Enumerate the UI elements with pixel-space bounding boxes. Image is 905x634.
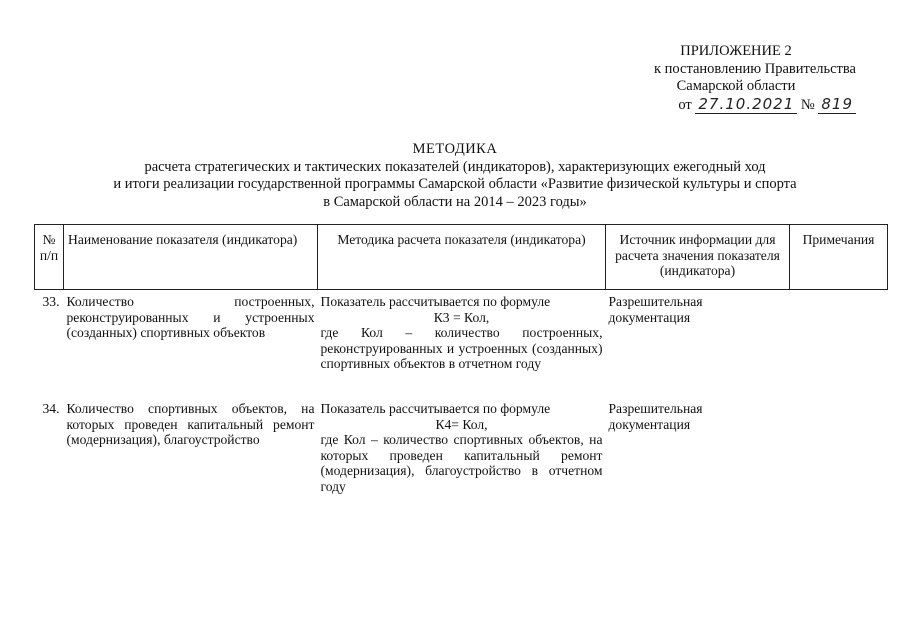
method-intro: Показатель рассчитывается по формуле [320,401,551,416]
subtitle-line-3: в Самарской области на 2014 – 2023 годы» [323,193,587,210]
appendix-line-1: к постановлению Правительства [654,60,856,77]
row-number: 34. [42,401,60,416]
appendix-block [616,43,856,114]
indicator-name: Количество спортивных объектов, на которых проведен капитальный ремонт (модернизация), благоустройство [66,401,315,447]
appendix-number: 819 [818,95,856,114]
date-prefix: от [678,96,692,113]
number-prefix: № [800,96,815,113]
method-description: где Кол – количество спортивных объектов, на которых проведен капитальный ремонт (модернизация), благоустройство в отчетном году [320,432,603,494]
appendix-title: ПРИЛОЖЕНИЕ 2 [680,43,792,59]
appendix-date-row [616,96,856,115]
appendix-line-2: Самарской области [676,78,796,94]
method-cell [318,290,606,398]
subtitle-line-1: расчета стратегических и тактических показателей (индикаторов), характеризующих ежегодный ход [144,158,766,175]
subtitle-line-2: и итоги реализации государственной программы Самарской области «Развитие физической культуры и спорта [113,176,797,192]
appendix-date: 27.10.2021 [695,95,797,114]
header-method: Методика расчета показателя (индикатора) [318,225,606,290]
notes-cell [790,397,888,494]
notes-cell [790,290,888,398]
formula: К4= Кол, [435,416,488,432]
table-row [35,397,888,494]
table-header-row [35,225,888,290]
document-title: МЕТОДИКА [412,141,498,157]
table-row [35,290,888,398]
indicator-name: Количество построенных, реконструированных и устроенных (созданных) спортивных объектов [66,294,315,340]
document-heading [40,141,870,211]
method-intro: Показатель рассчитывается по формуле [320,294,551,309]
source-cell: Разрешительная документация [608,294,703,325]
indicators-table [34,224,888,494]
formula: К3 = Кол, [433,309,490,325]
method-description: где Кол – количество построенных, реконструированных и устроенных (созданных) спортивных объектов в отчетном году [320,325,603,371]
method-cell [318,397,606,494]
header-name: Наименование показателя (индикатора) [64,225,318,290]
source-cell: Разрешительная документация [608,401,703,432]
header-source: Источник информации для расчета значения показателя (индикатора) [606,225,790,290]
header-notes: Примечания [790,225,888,290]
row-number: 33. [42,294,60,309]
header-num: № п/п [35,225,64,290]
